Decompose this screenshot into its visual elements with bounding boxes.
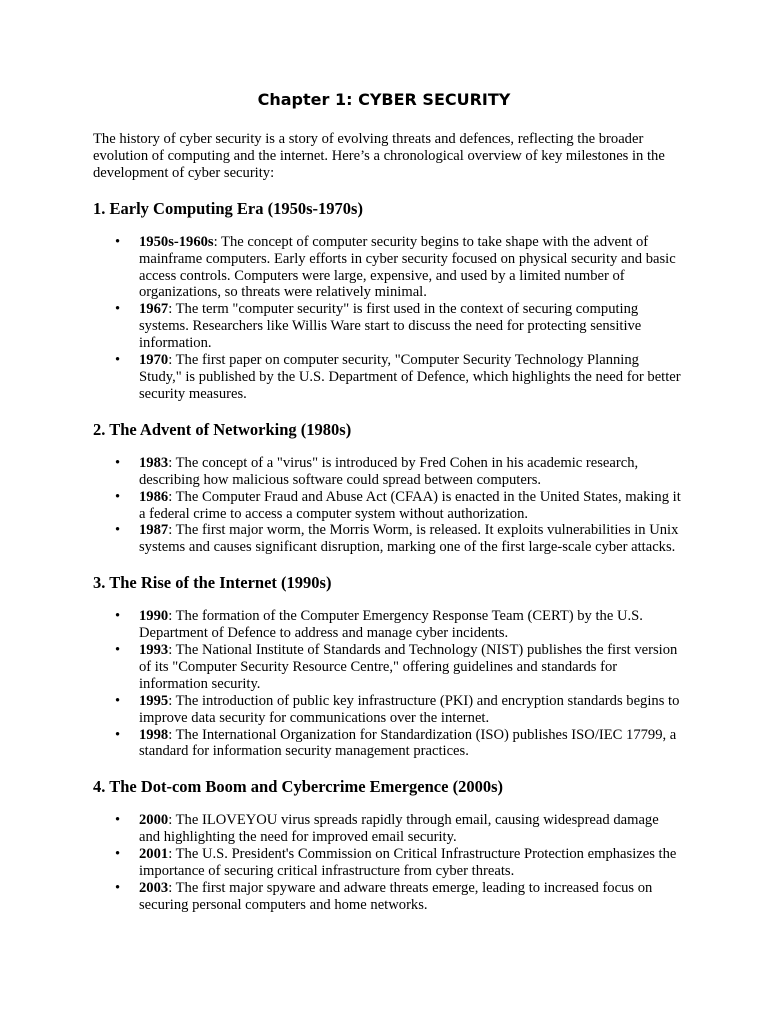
section-heading: 4. The Dot-com Boom and Cybercrime Emergence (2000s) — [93, 777, 503, 797]
milestone-text: : The concept of computer security begins to take shape with the advent of mainframe computers. Early efforts in cyber security focused on physical security and basic access controls. Computers were large, expensive, and used by a limited number of organizations, so threats were relatively minimal. — [139, 233, 676, 301]
section-heading: 3. The Rise of the Internet (1990s) — [93, 573, 332, 593]
milestone-text: : The introduction of public key infrastructure (PKI) and encryption standards begins to improve data security for communications over the internet. — [139, 692, 680, 726]
milestone-text: : The Computer Fraud and Abuse Act (CFAA) is enacted in the United States, making it a federal crime to access a computer system without authorization. — [139, 488, 681, 522]
milestone-item — [93, 846, 683, 880]
milestone-year: 1987 — [139, 522, 169, 539]
section — [93, 573, 683, 760]
milestone-year: 1993 — [139, 642, 169, 659]
milestone-year: 2000 — [139, 812, 169, 829]
bullet-icon: • — [115, 522, 121, 539]
milestone-year: 1990 — [139, 608, 169, 625]
milestone-list — [93, 234, 683, 403]
bullet-icon: • — [115, 726, 121, 743]
bullet-icon: • — [115, 880, 121, 896]
milestone-item — [93, 642, 683, 693]
bullet-icon: • — [115, 454, 121, 471]
chapter-title: Chapter 1: CYBER SECURITY — [257, 90, 511, 109]
bullet-icon: • — [115, 608, 121, 625]
milestone-item — [93, 812, 683, 846]
milestone-year: 2003 — [139, 880, 169, 896]
milestone-text: : The first major worm, the Morris Worm, is released. It exploits vulnerabilities in Unix systems and causes significant disruption, marking one of the first large-scale cyber attacks. — [139, 522, 679, 556]
section — [93, 199, 683, 403]
milestone-item — [93, 489, 683, 523]
bullet-icon: • — [115, 812, 121, 829]
milestone-item — [93, 693, 683, 727]
milestone-text: : The U.S. President's Commission on Critical Infrastructure Protection emphasizes the importance of securing critical infrastructure from cyber threats. — [139, 846, 677, 880]
milestone-year: 1970 — [139, 352, 169, 369]
milestone-list — [93, 608, 683, 760]
milestone-item — [93, 608, 683, 642]
bullet-icon: • — [115, 301, 121, 318]
milestone-item — [93, 301, 683, 352]
section — [93, 777, 683, 913]
milestone-item — [93, 727, 683, 761]
milestone-year: 2001 — [139, 846, 169, 863]
milestone-item — [93, 234, 683, 302]
milestone-year: 1983 — [139, 454, 169, 471]
milestone-year: 1967 — [139, 301, 169, 318]
section-heading: 1. Early Computing Era (1950s-1970s) — [93, 198, 363, 218]
milestone-year: 1986 — [139, 488, 169, 505]
milestone-text: : The National Institute of Standards and Technology (NIST) publishes the first version of its "Computer Security Resource Centre," offering guidelines and standards for information security. — [139, 642, 678, 692]
intro-paragraph: The history of cyber security is a story of evolving threats and defences, reflecting the broader evolution of computing and the internet. Here’s a chronological overview of key milestones in the development of cyber security: — [93, 131, 665, 181]
document-body — [93, 131, 683, 914]
sections-container — [93, 199, 683, 914]
milestone-text: : The formation of the Computer Emergency Response Team (CERT) by the U.S. Department of Defence to address and manage cyber incidents. — [139, 608, 643, 642]
bullet-icon: • — [115, 488, 121, 505]
milestone-item — [93, 352, 683, 403]
bullet-icon: • — [115, 692, 121, 709]
milestone-text: : The ILOVEYOU virus spreads rapidly through email, causing widespread damage and highlighting the need for improved email security. — [139, 812, 659, 846]
bullet-icon: • — [115, 642, 121, 659]
milestone-text: : The first major spyware and adware threats emerge, leading to increased focus on securing personal computers and home networks. — [139, 880, 653, 913]
bullet-icon: • — [115, 233, 121, 250]
milestone-list — [93, 455, 683, 556]
bullet-icon: • — [115, 846, 121, 863]
bullet-icon: • — [115, 352, 121, 369]
milestone-text: : The first paper on computer security, "Computer Security Technology Planning Study," is published by the U.S. Department of Defence, which highlights the need for better security measures. — [139, 352, 681, 402]
milestone-text: : The concept of a "virus" is introduced by Fred Cohen in his academic research, describing how malicious software could spread between computers. — [139, 454, 639, 488]
milestone-item — [93, 455, 683, 489]
milestone-year: 1998 — [139, 726, 169, 743]
milestone-list — [93, 812, 683, 913]
milestone-year: 1995 — [139, 692, 169, 709]
milestone-item — [93, 522, 683, 556]
section-heading: 2. The Advent of Networking (1980s) — [93, 419, 352, 439]
milestone-text: : The International Organization for Standardization (ISO) publishes ISO/IEC 17799, a standard for information security management practices. — [139, 726, 677, 760]
milestone-text: : The term "computer security" is first used in the context of securing computing systems. Researchers like Willis Ware start to discuss the need for protecting sensitive information. — [139, 301, 642, 352]
section — [93, 420, 683, 556]
milestone-item — [93, 880, 683, 914]
milestone-year: 1950s-1960s — [139, 233, 214, 250]
